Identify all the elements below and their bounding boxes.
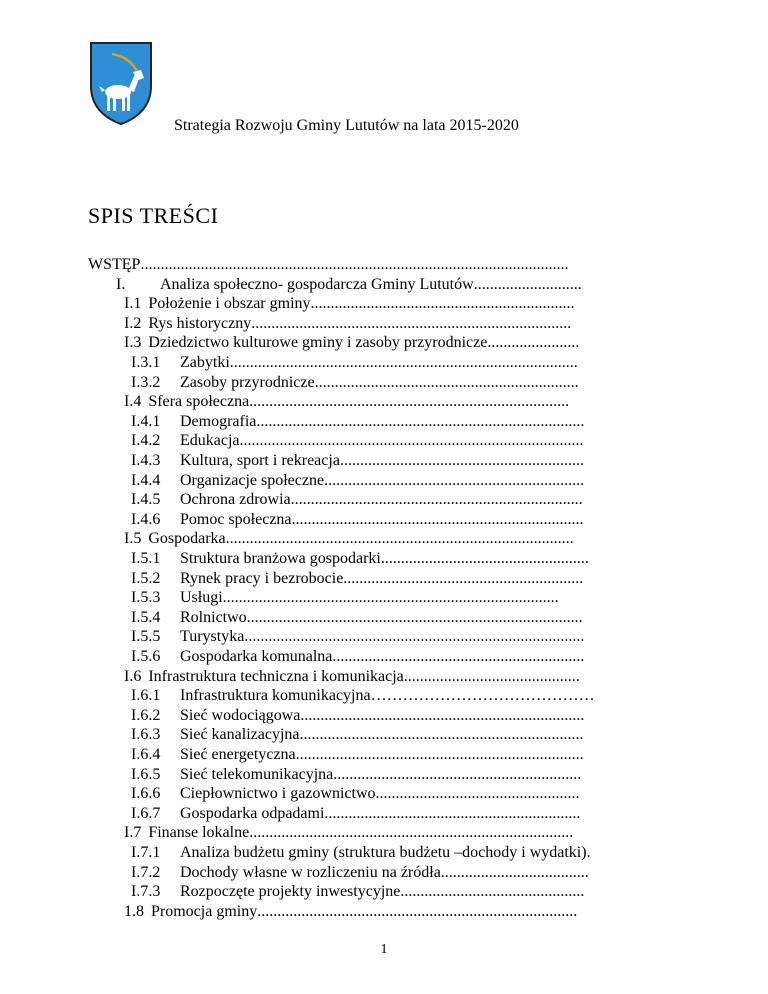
toc-entry-number: I.3.2 <box>131 373 161 391</box>
toc-entry-title: Analiza społeczno- gospodarcza Gminy Lututów <box>160 275 474 293</box>
toc-entry-number: I.6.4 <box>131 746 161 763</box>
toc-entry-title: Turystyka <box>180 628 245 646</box>
toc-entry[interactable] <box>131 588 658 608</box>
toc-entry-number: I.4.4 <box>131 471 161 489</box>
toc-entry-number: I.7 <box>124 824 142 842</box>
toc-entry-title: Zabytki <box>180 354 230 371</box>
toc-entry-leader: ................................................................ <box>324 804 581 822</box>
toc-entry-leader: .................................................................................... <box>222 589 559 607</box>
toc-entry-leader: .................................................................. <box>314 373 579 391</box>
toc-entry-title: Dochody własne w rozliczeniu na źródła <box>180 863 441 881</box>
toc-entry-title: Rys historyczny <box>148 314 252 332</box>
toc-entry-leader: .................................................................................. <box>256 412 585 430</box>
toc-entry[interactable] <box>131 569 658 589</box>
toc-entry-title: Struktura branżowa gospodarki <box>180 550 381 567</box>
toc-entry-leader: ....................... <box>487 334 580 352</box>
toc-entry[interactable] <box>131 608 658 628</box>
toc-entry-title: Gospodarka <box>148 530 226 548</box>
toc-entry-leader: .................................................... <box>380 550 589 567</box>
toc-entry[interactable] <box>124 314 658 334</box>
toc-entry[interactable] <box>131 882 658 902</box>
toc-entry-leader: ................................................................................ <box>249 393 570 411</box>
toc-entry-title: Rozpoczęte projekty inwestycyjne <box>180 883 401 901</box>
toc-entry[interactable] <box>124 333 658 353</box>
toc-entry-number: I.5 <box>124 530 142 548</box>
toc-entry[interactable] <box>131 804 658 824</box>
toc-entry[interactable] <box>124 529 658 549</box>
toc-entry-number: I.4.1 <box>131 412 161 430</box>
toc-entry-title: Promocja gminy <box>151 902 258 920</box>
toc-entry-title: Rynek pracy i bezrobocie <box>180 569 344 587</box>
toc-entry-leader: ....................................................................................... <box>229 354 578 371</box>
toc-entry-leader: ......................................................................... <box>291 510 584 528</box>
toc-entry-leader: ................................................... <box>375 785 580 803</box>
toc-entry-number: I. <box>116 275 126 293</box>
toc-entry-number: I.7.1 <box>131 844 161 861</box>
toc-entry-number: I.4.2 <box>131 432 161 450</box>
toc-entry[interactable] <box>131 451 658 471</box>
toc-entry[interactable] <box>131 647 658 667</box>
toc-entry-title: Ochrona zdrowia <box>180 491 291 509</box>
toc-entry[interactable] <box>131 412 658 432</box>
document-header: Strategia Rozwoju Gminy Lututów na lata 2015-2020 <box>174 117 519 134</box>
toc-entry-title: Infrastruktura techniczna i komunikacja <box>148 667 404 685</box>
toc-entry-number: I.1 <box>124 295 142 313</box>
toc-entry[interactable] <box>116 275 658 295</box>
toc-entry-title: WSTĘP <box>88 256 141 273</box>
toc-entry-title: Sieć kanalizacyjna <box>180 726 300 744</box>
toc-entry-leader: ........................................................................ <box>295 746 584 763</box>
toc-entry-title: Ciepłownictwo i gazownictwo <box>180 785 376 803</box>
toc-entry-title: Gospodarka komunalna <box>180 648 333 665</box>
toc-entry-title: Organizacje społeczne <box>180 471 325 489</box>
toc-entry-leader: ................................................................................ <box>251 314 572 332</box>
toc-entry-number: I.6.7 <box>131 804 161 822</box>
toc-entry-number: I.5.1 <box>131 550 161 567</box>
toc-entry-leader: ..................................................................................... <box>244 628 585 646</box>
toc-entry[interactable] <box>131 745 658 765</box>
toc-entry-title: Demografia <box>180 412 257 430</box>
toc-entry-number: I.4.3 <box>131 452 161 469</box>
toc-entry-title: Sieć telekomunikacyjna <box>180 765 334 783</box>
toc-entry-leader: ................................................................. <box>324 471 585 489</box>
toc-entry-leader: …………………………………… <box>370 687 595 705</box>
toc-entry-leader: .............................................. <box>400 883 585 901</box>
toc-entry[interactable] <box>131 863 658 883</box>
toc-entry[interactable] <box>131 431 658 451</box>
toc-entry-leader: ....................................................................................... <box>225 530 574 548</box>
toc-entry-title: Edukacja <box>180 432 240 450</box>
toc-entry[interactable] <box>124 294 658 314</box>
toc-entry-leader: ............................................................. <box>339 452 584 469</box>
toc-entry-title: Sieć energetyczna <box>180 746 296 763</box>
toc-entry-leader: ............................................................ <box>343 569 584 587</box>
toc-entry-title: Sfera społeczna <box>148 393 250 411</box>
toc-entry[interactable] <box>131 510 658 530</box>
toc-entry-number: I.6.1 <box>131 687 161 705</box>
toc-entry-leader: ....................................................................... <box>299 726 584 744</box>
toc-entry-title: Zasoby przyrodnicze <box>180 373 315 391</box>
toc-entry-title: Analiza budżetu gminy (struktura budżetu –dochody i wydatki). <box>180 844 591 861</box>
toc-entry-leader: .............................................................. <box>333 765 582 783</box>
toc-entry[interactable] <box>131 627 658 647</box>
toc-entry[interactable] <box>124 902 658 922</box>
toc-entry-leader: ................................................................................. <box>249 824 574 842</box>
toc-entry-number: I.6 <box>124 667 142 685</box>
toc-entry[interactable] <box>131 686 658 706</box>
toc-entry-title: Położenie i obszar gminy <box>148 295 311 313</box>
toc-entry-number: I.4 <box>124 393 142 411</box>
toc-entry-leader: ........................... <box>473 275 582 293</box>
toc-entry-title: Infrastruktura komunikacyjna <box>180 687 371 705</box>
toc-entry-leader: ......................................................................... <box>290 491 583 509</box>
toc-entry-number: I.6.5 <box>131 765 161 783</box>
toc-entry-number: I.6.3 <box>131 726 161 744</box>
toc-entry-number: I.4.6 <box>131 510 161 528</box>
toc-entry[interactable] <box>124 823 658 843</box>
toc-entry[interactable] <box>131 471 658 491</box>
toc-entry-title: Dziedzictwo kulturowe gminy i zasoby przyrodnicze <box>148 334 488 352</box>
toc-entry-title: Gospodarka odpadami <box>180 804 325 822</box>
toc-entry-title: Sieć wodociągowa <box>180 706 301 724</box>
toc-entry-title: Kultura, sport i rekreacja <box>180 452 340 469</box>
toc-entry[interactable] <box>131 725 658 745</box>
toc-entry[interactable] <box>131 843 658 863</box>
toc-entry[interactable] <box>124 392 658 412</box>
toc-entry-number: I.7.2 <box>131 863 161 881</box>
toc-entry-number: I.5.6 <box>131 648 161 665</box>
toc-entry-title: Finanse lokalne <box>148 824 250 842</box>
toc-entry[interactable] <box>131 490 658 510</box>
toc-entry-leader: ................................................................................ <box>257 902 578 920</box>
toc-entry-number: I.6.6 <box>131 785 161 803</box>
toc-entry[interactable] <box>131 765 658 785</box>
page-number: 1 <box>380 942 388 957</box>
toc-entry[interactable] <box>88 255 658 275</box>
toc-entry[interactable] <box>131 706 658 726</box>
toc-heading: SPIS TREŚCI <box>88 203 219 228</box>
toc-entry-number: I.4.5 <box>131 491 161 509</box>
toc-entry-leader: ..................................... <box>440 863 589 881</box>
coat-of-arms-icon <box>88 40 154 126</box>
toc-entry[interactable] <box>131 353 658 373</box>
toc-entry-leader: ...................................................................................... <box>239 432 584 450</box>
toc-entry-title: Pomoc społeczna <box>180 510 292 528</box>
toc-entry-title: Usługi <box>180 589 223 607</box>
toc-entry-leader: ........................................................................................................... <box>140 256 569 273</box>
toc-entry-number: I.7.3 <box>131 883 161 901</box>
toc-entry-number: I.5.4 <box>131 608 161 626</box>
toc-entry-leader: ............................................................... <box>332 648 585 665</box>
toc-entry-leader: .................................................................. <box>310 295 575 313</box>
toc-entry-number: 1.8 <box>124 902 144 920</box>
toc-entry-leader: ............................................ <box>403 667 580 685</box>
toc-entry-number: I.5.3 <box>131 589 161 607</box>
toc-entry-number: I.6.2 <box>131 706 161 724</box>
toc-entry-leader: ....................................................................... <box>300 706 585 724</box>
toc-entry[interactable] <box>131 549 658 569</box>
toc-entry-number: I.2 <box>124 314 142 332</box>
toc-entry-number: I.3 <box>124 334 142 352</box>
toc-entry[interactable] <box>131 784 658 804</box>
toc-entry[interactable] <box>131 373 658 393</box>
toc-entry-number: I.3.1 <box>131 354 161 371</box>
toc-entry[interactable] <box>124 667 658 687</box>
toc-entry-title: Rolnictwo <box>180 608 247 626</box>
toc-entry-number: I.5.5 <box>131 628 161 646</box>
toc-entry-leader: .................................................................................... <box>246 608 583 626</box>
toc-entry-number: I.5.2 <box>131 569 161 587</box>
